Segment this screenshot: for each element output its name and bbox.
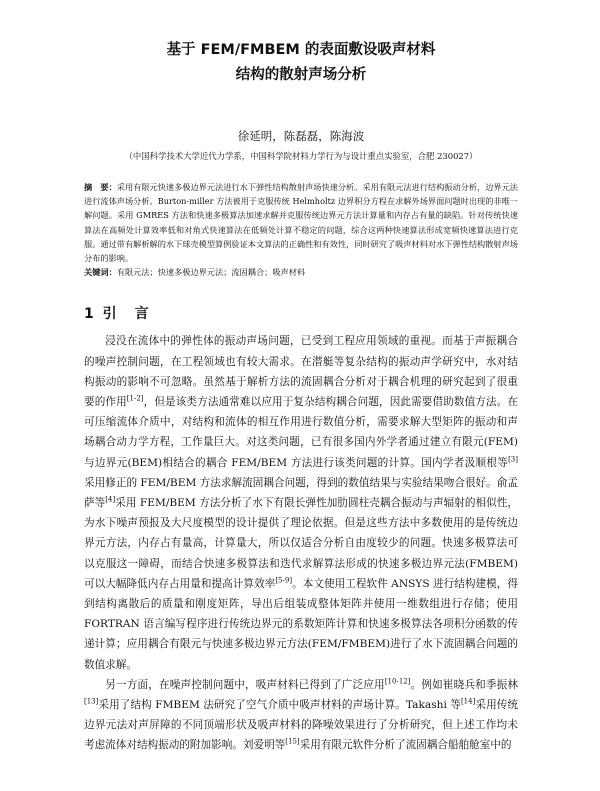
- citation: [4]: [105, 495, 116, 504]
- citation: [1-2]: [126, 394, 144, 403]
- citation: [5-9]: [275, 576, 293, 585]
- abstract-label: 摘 要：: [84, 182, 117, 192]
- citation: [14]: [460, 697, 476, 706]
- body-paragraph-1: 浸没在流体中的弹性体的振动声场问题，已受到工程应用领域的重视。而基于声振耦合的噪声控制问题，在工程领域也有较大需求。在潜艇等复杂结构的振动声学研究中，水对结构振动的影响不可忽略。虽然基于解析方法的流固耦合分析对于耦合机理的研究起到了很重要的作用[1-2]，但是该类方法通常难以应用于复杂结构耦合问题，因此需要借助数值方法。在可压缩流体介质中，对结构和流体的相互作用进行数值分析，需要求解大型矩阵的振动和声场耦合动力学方程，工作量巨大。对这类问题，已有很多国内外学者通过建立有限元(FEM)与边界元(BEM)相结合的耦合 FEM/BEM 方法进行该类问题的计算。国内学者汲顺根等[3]采用修正的 FEM/BEM 方法求解流固耦合问题，得到的数值结果与实验结果吻合很好。俞孟萨等[4]采用 FEM/BEM 方法分析了水下有限长弹性加肋圆柱壳耦合振动与声辐射的相似性，为水下噪声预报及大尺度模型的设计提供了理论依据。但是这些方法中多数使用的是传统边界元方法，内存占有量高，计算量大，所以仅适合分析自由度较少的问题。快速多极算法可以克服这一障碍，而结合快速多极算法和迭代求解算法形成的快速多极边界元法(FMBEM)可以大幅降低内存占用量和提高计算效率[5-9]。本文使用工程软件 ANSYS 进行结构建模，得到结构离散后的质量和刚度矩阵，导出后组装成整体矩阵并使用一维数组进行存储；使用 FORTRAN 语言编写程序进行传统边界元的系数矩阵计算和快速多极算法各项积分函数的传递计算；应用耦合有限元与快速多极边界元方法(FEM/FMBEM)进行了水下流固耦合问题的数值求解。: [84, 335, 518, 671]
- citation: [13]: [84, 697, 99, 706]
- citation: [3]: [508, 455, 518, 464]
- abstract-text: 采用有限元快速多极边界元法进行水下弹性结构散射声场快速分析。采用有限元法进行结构振动分析，边界元法进行流体声场分析。Burton-miller 方法被用于克服传统 Helmholtz 边界积分方程在求解外场界面问题时出现的非唯一解问题。采用 GMRES 方法和快速多极算法加速求解并克服传统边界元方法计算量和内存占有量的缺陷。针对传统快速算法在高频处计算效率低和对角式快速算法在低频处计算不稳定的问题，综合这两种快速算法形成宽频快速算法进行克服。通过带有解析解的水下球壳模型算例验证本文算法的正确性和有效性，同时研究了吸声材料对水下弹性结构散射声场分布的影响。: [84, 182, 518, 264]
- keywords-text: 有限元法；快速多极边界元法；流固耦合；吸声材料: [116, 267, 306, 278]
- citation: [15]: [285, 737, 300, 746]
- title-line-1: 基于 FEM/FMBEM 的表面敷设吸声材料: [166, 42, 436, 58]
- citation: [10-12]: [384, 677, 411, 686]
- paper-title: [84, 38, 518, 88]
- authors: 徐延明，陈磊磊，陈海波: [237, 129, 365, 143]
- title-line-2: 结构的散射声场分析: [235, 67, 367, 83]
- abstract: [84, 180, 518, 265]
- affiliation: （中国科学技术大学近代力学系，中国科学院材料力学行为与设计重点实验室，合肥 230027）: [124, 151, 478, 161]
- keywords-label: 关键词：: [84, 267, 117, 278]
- keywords: [84, 265, 518, 279]
- body-paragraph-2: 另一方面，在噪声控制问题中，吸声材料已得到了广泛应用[10-12]。例如崔晓兵和季振林[13]采用了结构 FMBEM 法研究了空气介质中吸声材料的声场计算。Takashi 等[14]采用传统边界元法对声屏障的不同顶端形状及吸声材料的降噪效果进行了分析研究，但上述工作均未考虑流体对结构振动的附加影响。刘爱明等[15]采用有限元软件分析了流固耦合船舶舱室中的: [84, 677, 519, 752]
- section-heading-introduction: 1 引 言: [84, 306, 151, 323]
